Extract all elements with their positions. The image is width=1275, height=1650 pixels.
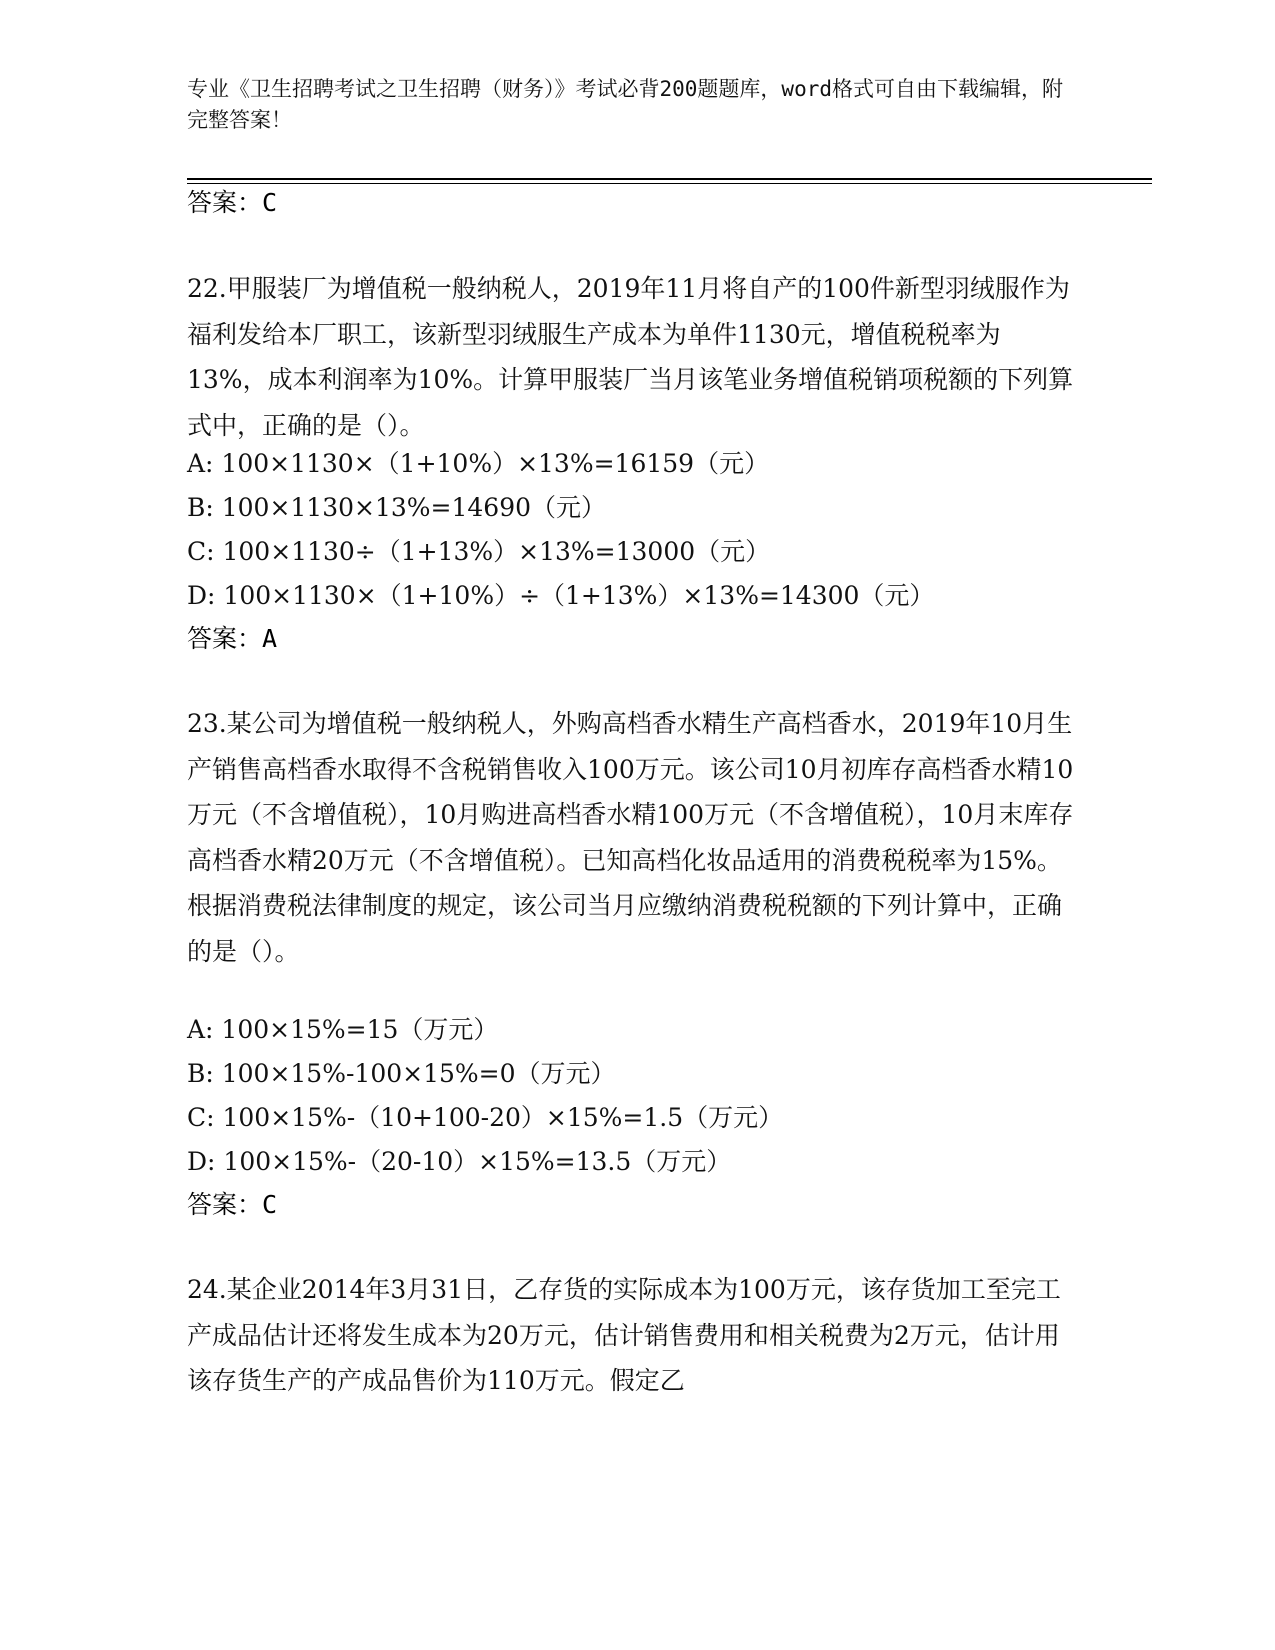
question-23-answer: 答案：C	[187, 1190, 278, 1219]
question-23-option-d: D: 100×15%-（20-10）×15%=13.5（万元）	[187, 1147, 732, 1176]
answer-previous: 答案：C	[187, 188, 278, 217]
question-22-text: 22.甲服装厂为增值税一般纳税人，2019年11月将自产的100件新型羽绒服作为福利发给本厂职工，该新型羽绒服生产成本为单件1130元，增值税税率为13%，成本利润率为10%。计算甲服装厂当月该笔业务增值税销项税额的下列算式中，正确的是（）。	[187, 274, 1074, 440]
question-22-answer: 答案：A	[187, 624, 278, 653]
question-22-option-c: C: 100×1130÷（1+13%）×13%=13000（元）	[187, 537, 771, 566]
question-23-text: 23.某公司为增值税一般纳税人，外购高档香水精生产高档香水，2019年10月生产销售高档香水取得不含税销售收入100万元。该公司10月初库存高档香水精10万元（不含增值税），10月购进高档香水精100万元（不含增值税），10月末库存高档香水精20万元（不含增值税）。已知高档化妆品适用的消费税税率为15%。根据消费税法律制度的规定，该公司当月应缴纳消费税税额的下列计算中，正确的是（）。	[187, 709, 1074, 966]
header-divider-thin	[187, 183, 1152, 184]
header-divider	[187, 178, 1152, 180]
question-23-option-c: C: 100×15%-（10+100-20）×15%=1.5（万元）	[187, 1103, 784, 1132]
question-22-option-d: D: 100×1130×（1+10%）÷（1+13%）×13%=14300（元）	[187, 581, 935, 610]
question-23-option-b: B: 100×15%-100×15%=0（万元）	[187, 1059, 616, 1088]
question-23-option-a: A: 100×15%=15（万元）	[187, 1015, 499, 1044]
question-24-text: 24.某企业2014年3月31日，乙存货的实际成本为100万元，该存货加工至完工产成品估计还将发生成本为20万元，估计销售费用和相关税费为2万元，估计用该存货生产的产成品售价为110万元。假定乙	[187, 1275, 1061, 1395]
page-header: 专业《卫生招聘考试之卫生招聘（财务）》考试必背200题题库，word格式可自由下载编辑，附完整答案！	[187, 77, 1063, 132]
question-22-option-b: B: 100×1130×13%=14690（元）	[187, 493, 607, 522]
question-22-option-a: A: 100×1130×（1+10%）×13%=16159（元）	[187, 449, 770, 478]
